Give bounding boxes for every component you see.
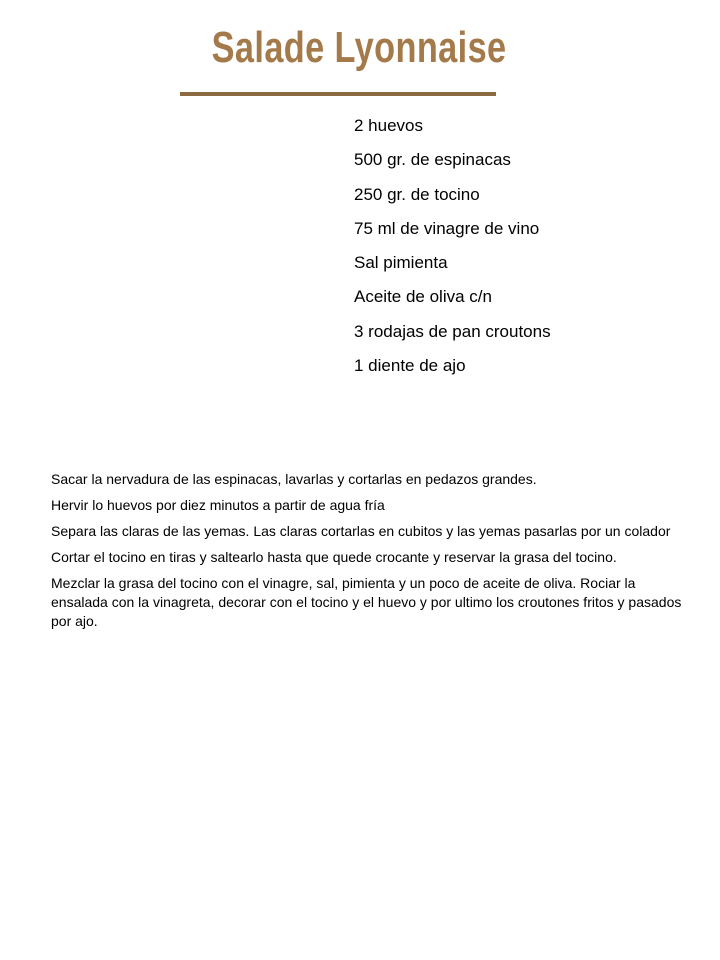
step-paragraph: Separa las claras de las yemas. Las claras cortarlas en cubitos y las yemas pasarlas por un colador	[51, 523, 671, 539]
recipe-title: Salade Lyonnaise	[211, 23, 507, 72]
preparation-steps	[51, 470, 691, 638]
ingredient-list	[354, 114, 551, 388]
ingredient-item: 2 huevos	[354, 116, 423, 135]
ingredient-item: Aceite de oliva c/n	[354, 287, 492, 307]
title-underline	[180, 92, 496, 96]
ingredient-item: 1 diente de ajo	[354, 356, 466, 376]
step-paragraph: Cortar el tocino en tiras y saltearlo hasta que quede crocante y reservar la grasa del tocino.	[51, 549, 617, 565]
step-paragraph: Hervir lo huevos por diez minutos a partir de agua fría	[51, 497, 385, 513]
step-paragraph: Sacar la nervadura de las espinacas, lavarlas y cortarlas en pedazos grandes.	[51, 471, 537, 487]
ingredient-item: 3 rodajas de pan croutons	[354, 321, 551, 341]
ingredient-item: 75 ml de vinagre de vino	[354, 218, 540, 238]
ingredient-item: 250 gr. de tocino	[354, 184, 480, 204]
step-paragraph: Mezclar la grasa del tocino con el vinagre, sal, pimienta y un poco de aceite de oliva. Rociar la ensalada con la vinagreta, decorar con el tocino y el huevo y por ultimo los croutones fritos y pasados por ajo.	[51, 575, 682, 629]
ingredient-item: Sal pimienta	[354, 253, 448, 273]
ingredient-item: 500 gr. de espinacas	[354, 150, 511, 170]
